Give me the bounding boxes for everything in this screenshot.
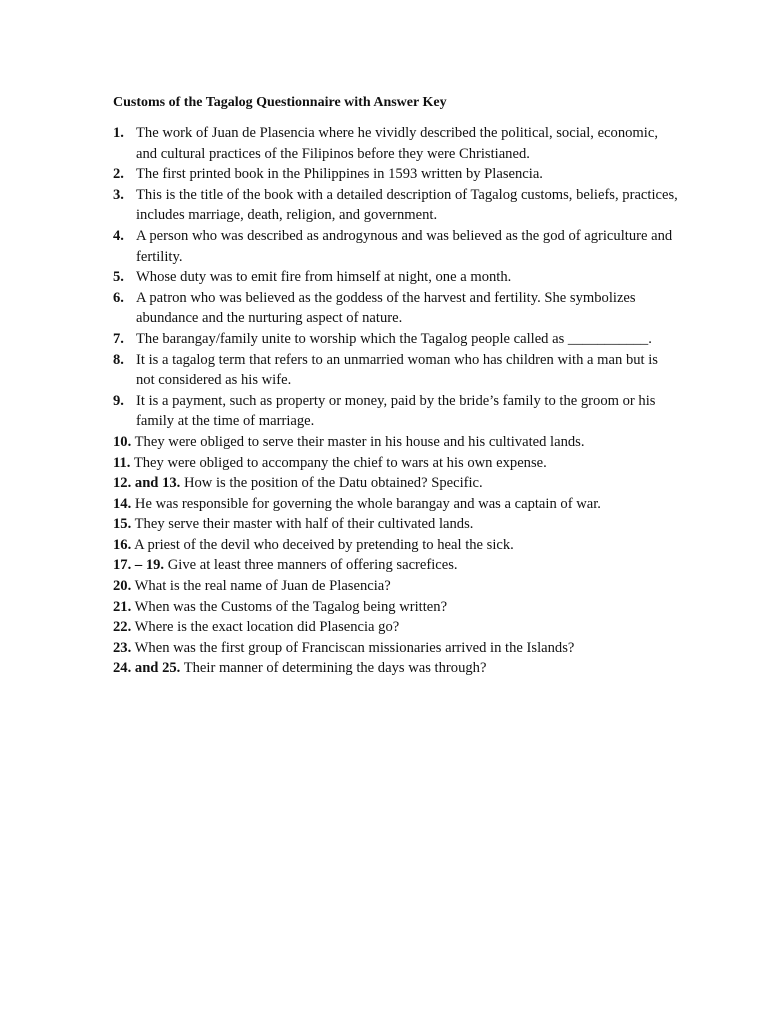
question-number: 2. xyxy=(113,166,124,183)
question-text: He was responsible for governing the whole barangay and was a captain of war. xyxy=(134,495,601,512)
question-number: 20. xyxy=(113,578,132,595)
question-text: It is a payment, such as property or money, paid by the bride’s family to the groom or his family at the time of marriage. xyxy=(136,392,656,430)
question-text: Give at least three manners of offering sacrefices. xyxy=(167,557,458,574)
question-text: They were obliged to accompany the chief to wars at his own expense. xyxy=(133,454,547,471)
question-number: 6. xyxy=(113,289,124,306)
question-item-17-19 xyxy=(113,555,679,576)
question-item-6 xyxy=(113,288,679,329)
question-number: 17. – 19. xyxy=(113,557,165,574)
question-item-15 xyxy=(113,514,679,535)
question-item-8 xyxy=(113,350,679,391)
question-item-5 xyxy=(113,267,679,288)
question-list xyxy=(113,123,679,679)
question-text: Their manner of determining the days was through? xyxy=(183,660,487,677)
question-item-22 xyxy=(113,617,679,638)
question-number: 22. xyxy=(113,619,132,636)
question-text: This is the title of the book with a detailed description of Tagalog customs, beliefs, practices, includes marriage, death, religion, and government. xyxy=(136,186,678,224)
question-number: 11. xyxy=(113,454,131,471)
question-text: It is a tagalog term that refers to an unmarried woman who has children with a man but is not considered as his wife. xyxy=(136,351,658,389)
question-number: 12. and 13. xyxy=(113,475,181,492)
question-number: 21. xyxy=(113,598,132,615)
question-number: 5. xyxy=(113,269,124,286)
question-text: When was the first group of Franciscan missionaries arrived in the Islands? xyxy=(134,639,575,656)
question-item-9 xyxy=(113,391,679,432)
question-text: The work of Juan de Plasencia where he vividly described the political, social, economic, and cultural practices of the Filipinos before they were Christianed. xyxy=(136,125,658,162)
question-number: 1. xyxy=(113,125,124,141)
question-number: 8. xyxy=(113,351,124,368)
question-item-14 xyxy=(113,494,679,515)
question-text: They serve their master with half of their cultivated lands. xyxy=(134,516,474,533)
question-text: The barangay/family unite to worship which the Tagalog people called as ___________. xyxy=(136,330,652,347)
question-number: 4. xyxy=(113,227,124,244)
question-number: 3. xyxy=(113,186,124,203)
question-item-11 xyxy=(113,453,679,474)
question-text: Where is the exact location did Plasencia go? xyxy=(134,619,400,636)
question-number: 9. xyxy=(113,392,124,409)
question-item-23 xyxy=(113,638,679,659)
question-text: A patron who was believed as the goddess of the harvest and fertility. She symbolizes abundance and the nurturing aspect of nature. xyxy=(136,289,636,327)
question-item-1 xyxy=(113,123,679,164)
question-number: 7. xyxy=(113,330,124,347)
question-item-12-13 xyxy=(113,473,679,494)
question-number: 23. xyxy=(113,639,132,656)
question-text: A priest of the devil who deceived by pretending to heal the sick. xyxy=(134,536,514,553)
question-text: How is the position of the Datu obtained? Specific. xyxy=(183,475,483,492)
question-text: When was the Customs of the Tagalog being written? xyxy=(134,598,448,615)
question-number: 16. xyxy=(113,536,132,553)
question-text: The first printed book in the Philippines in 1593 written by Plasencia. xyxy=(136,166,543,183)
question-item-4 xyxy=(113,226,679,267)
question-item-10 xyxy=(113,432,679,453)
question-item-16 xyxy=(113,535,679,556)
question-text: What is the real name of Juan de Plasencia? xyxy=(134,578,391,595)
question-number: 10. xyxy=(113,433,132,450)
question-text: Whose duty was to emit fire from himself at night, one a month. xyxy=(136,269,512,286)
question-text: A person who was described as androgynous and was believed as the god of agriculture and fertility. xyxy=(136,227,673,265)
question-number: 15. xyxy=(113,516,132,533)
question-item-21 xyxy=(113,597,679,618)
question-item-20 xyxy=(113,576,679,597)
question-number: 24. and 25. xyxy=(113,660,181,677)
question-item-2 xyxy=(113,164,679,185)
question-item-3 xyxy=(113,185,679,226)
document-title: Customs of the Tagalog Questionnaire with Answer Key xyxy=(113,95,447,110)
question-text: They were obliged to serve their master in his house and his cultivated lands. xyxy=(134,433,585,450)
question-number: 14. xyxy=(113,495,132,512)
question-item-24-25 xyxy=(113,658,679,679)
question-item-7 xyxy=(113,329,679,350)
